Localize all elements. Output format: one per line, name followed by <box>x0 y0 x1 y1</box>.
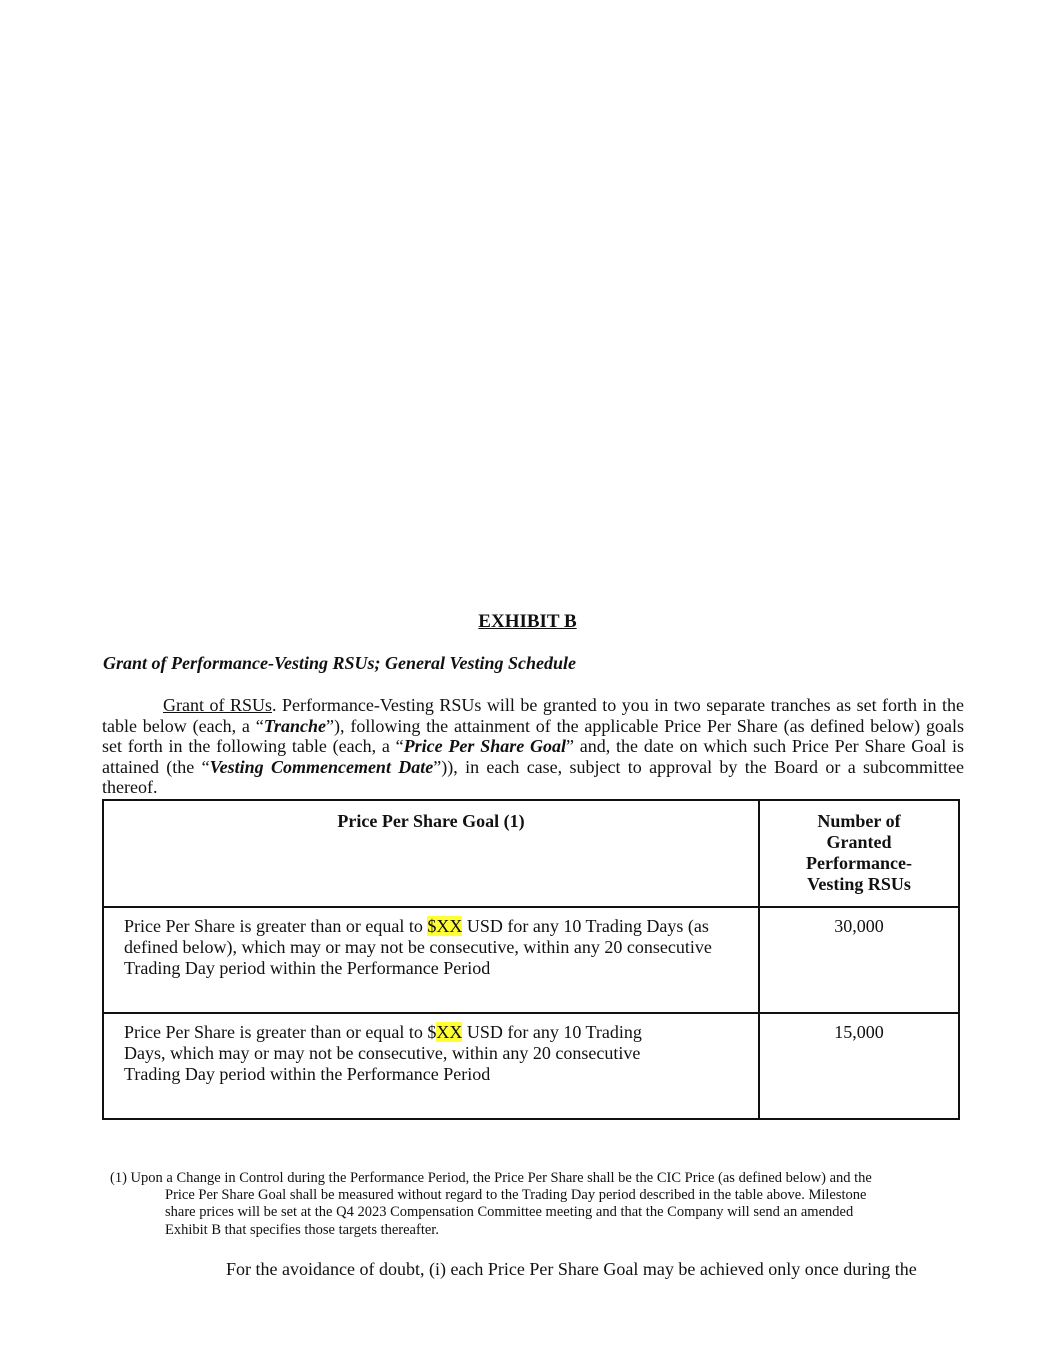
footnote: (1) Upon a Change in Control during the Performance Period, the Price Per Share shall be the CIC Price (as defined below) and the Price Per Share Goal shall be measured without regard to the Trading Day period described in the table above. Milestone share prices will be set at the Q4 2023 Compensation Committee meeting and that the Company will send an amended Exhibit B that specifies those targets thereafter. <box>110 1170 872 1238</box>
table-header-row <box>103 800 959 907</box>
table-row <box>103 907 959 1013</box>
term-vesting-commencement-date: Vesting Commencement Date <box>209 756 434 777</box>
price-goal-table <box>102 799 960 1120</box>
row-goal-description <box>103 907 759 1013</box>
intro-text-3: ” and, the date on which such Price Per Share Goal is attained (the “ <box>102 736 964 777</box>
intro-text-2: ”), following the attainment of the applicable Price Per Share (as defined below) goals set forth in the following table (each, a “ <box>102 715 964 756</box>
exhibit-title: EXHIBIT B <box>478 611 577 632</box>
intro-lead: Grant of RSUs <box>163 695 272 715</box>
goal-text-pre: Price Per Share is greater than or equal to $ <box>124 1022 437 1042</box>
closing-paragraph: For the avoidance of doubt, (i) each Price Per Share Goal may be achieved only once during the <box>226 1259 917 1279</box>
goal-text-post: USD for any 10 Trading Days (as defined below), which may or may not be consecutive, within any 20 consecutive Trading Day period within the Performance Period <box>124 916 712 978</box>
goal-price-highlight: $XX <box>427 916 463 936</box>
intro-text-4: ”)), in each case, subject to approval by the Board or a subcommittee thereof. <box>102 756 964 797</box>
goal-text-post: USD for any 10 Trading Days, which may or may not be consecutive, within any 20 consecutive Trading Day period within the Performance Period <box>124 1022 642 1084</box>
goal-price-highlight: XX <box>436 1022 463 1042</box>
term-price-per-share-goal: Price Per Share Goal <box>403 736 566 756</box>
goal-text-pre: Price Per Share is greater than or equal to <box>124 916 428 936</box>
row-goal-description <box>103 1013 759 1119</box>
row-rsu-count: 30,000 <box>759 907 959 1013</box>
row-rsu-count: 15,000 <box>759 1013 959 1119</box>
table-row <box>103 1013 959 1119</box>
intro-paragraph <box>102 695 964 798</box>
intro-text-1: . Performance-Vesting RSUs will be granted to you in two separate tranches as set forth in the table below (each, a “ <box>102 695 965 736</box>
term-tranche: Tranche <box>263 715 327 736</box>
header-rsu-count: Number of Granted Performance-Vesting RSUs <box>759 800 959 907</box>
section-heading: Grant of Performance-Vesting RSUs; General Vesting Schedule <box>103 653 577 673</box>
header-price-goal: Price Per Share Goal (1) <box>103 800 759 907</box>
